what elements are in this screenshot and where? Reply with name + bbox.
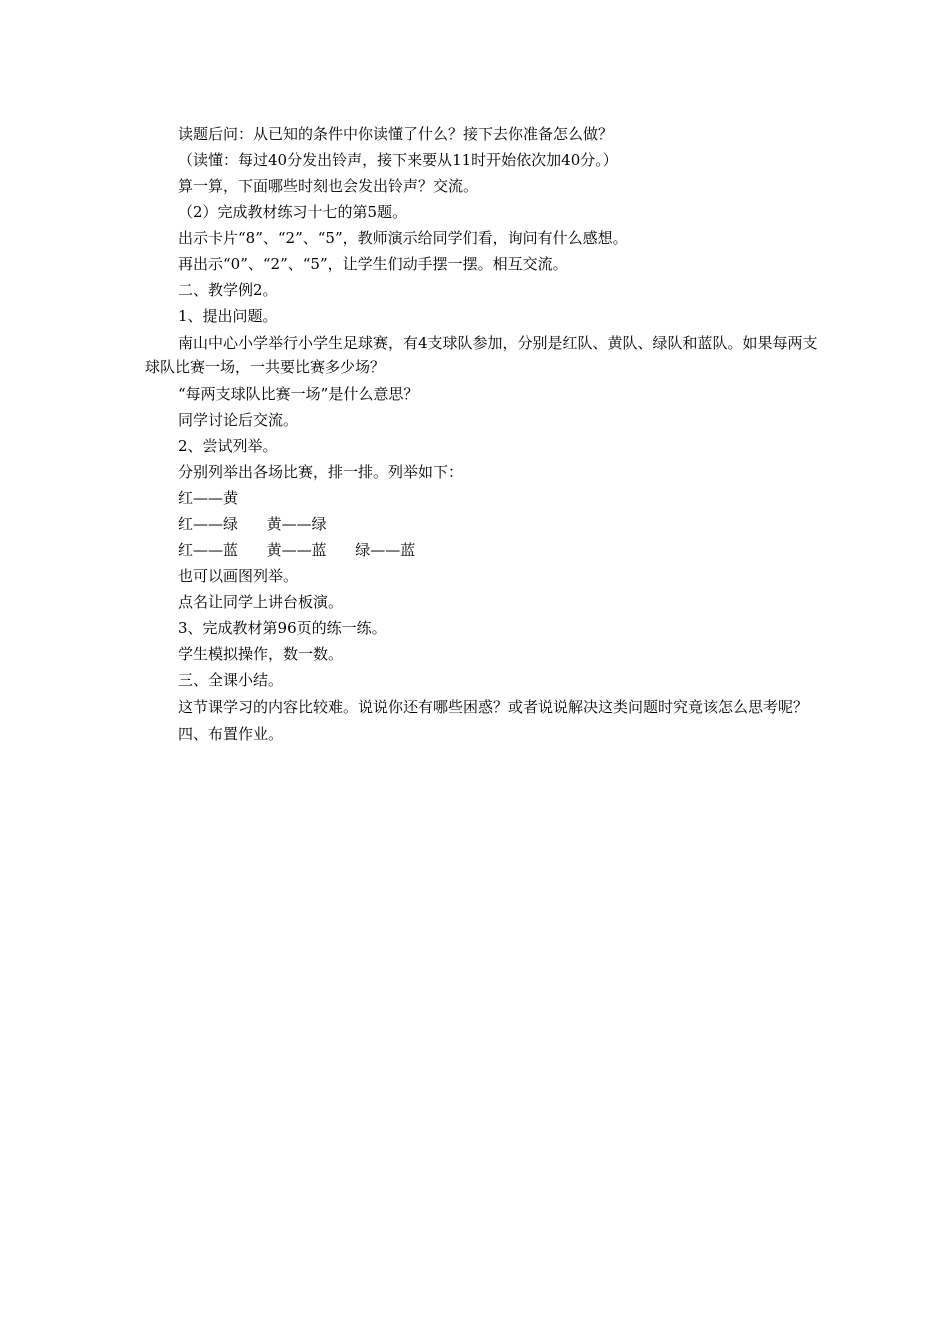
section-heading-summary: 三、全课小结。: [178, 671, 284, 689]
subheading-try-listing: 2、尝试列举。: [178, 437, 278, 455]
paragraph-show-cards-025: 再出示“0”、“2”、“5”，让学生们动手摆一摆。相互交流。: [178, 255, 568, 273]
paragraph-calculate: 算一算，下面哪些时刻也会发出铃声？交流。: [178, 177, 479, 195]
paragraph-exercise-5: （2）完成教材练习十七的第5题。: [178, 203, 408, 221]
paragraph-show-cards-825: 出示卡片“8”、“2”、“5”，教师演示给同学们看，询问有什么感想。: [178, 229, 628, 247]
section-heading-example-2: 二、教学例2。: [178, 281, 278, 299]
paragraph-blackboard: 点名让同学上讲台板演。: [178, 593, 344, 611]
paragraph-meaning-question: “每两支球队比赛一场”是什么意思？: [178, 385, 419, 403]
match-list-row-1: 红——黄: [178, 489, 239, 507]
subheading-practice-page-96: 3、完成教材第96页的练一练。: [178, 619, 387, 637]
paragraph-discussion: 同学讨论后交流。: [178, 411, 299, 429]
document-body: [145, 121, 825, 747]
paragraph-question-after-reading: 读题后问：从已知的条件中你读懂了什么？接下去你准备怎么做？: [178, 125, 614, 143]
paragraph-draw-diagram: 也可以画图列举。: [178, 567, 299, 585]
paragraph-simulate-count: 学生模拟操作，数一数。: [178, 645, 344, 663]
paragraph-list-matches: 分别列举出各场比赛，排一排。列举如下：: [178, 463, 464, 481]
paragraph-football-problem: 南山中心小学举行小学生足球赛，有4支球队参加，分别是红队、黄队、绿队和蓝队。如果每两支球队比赛一场，一共要比赛多少场？: [145, 334, 818, 376]
paragraph-understanding: （读懂：每过40分发出铃声，接下来要从11时开始依次加40分。）: [178, 151, 618, 169]
subheading-raise-question: 1、提出问题。: [178, 307, 278, 325]
section-heading-homework: 四、布置作业。: [178, 725, 284, 743]
match-list-row-2: 红——绿 黄——绿: [178, 515, 327, 533]
paragraph-summary-text: 这节课学习的内容比较难。说说你还有哪些困惑？或者说说解决这类问题时究竟该怎么思考呢？: [178, 698, 809, 716]
match-list-row-3: 红——蓝 黄——蓝 绿——蓝: [178, 541, 416, 559]
